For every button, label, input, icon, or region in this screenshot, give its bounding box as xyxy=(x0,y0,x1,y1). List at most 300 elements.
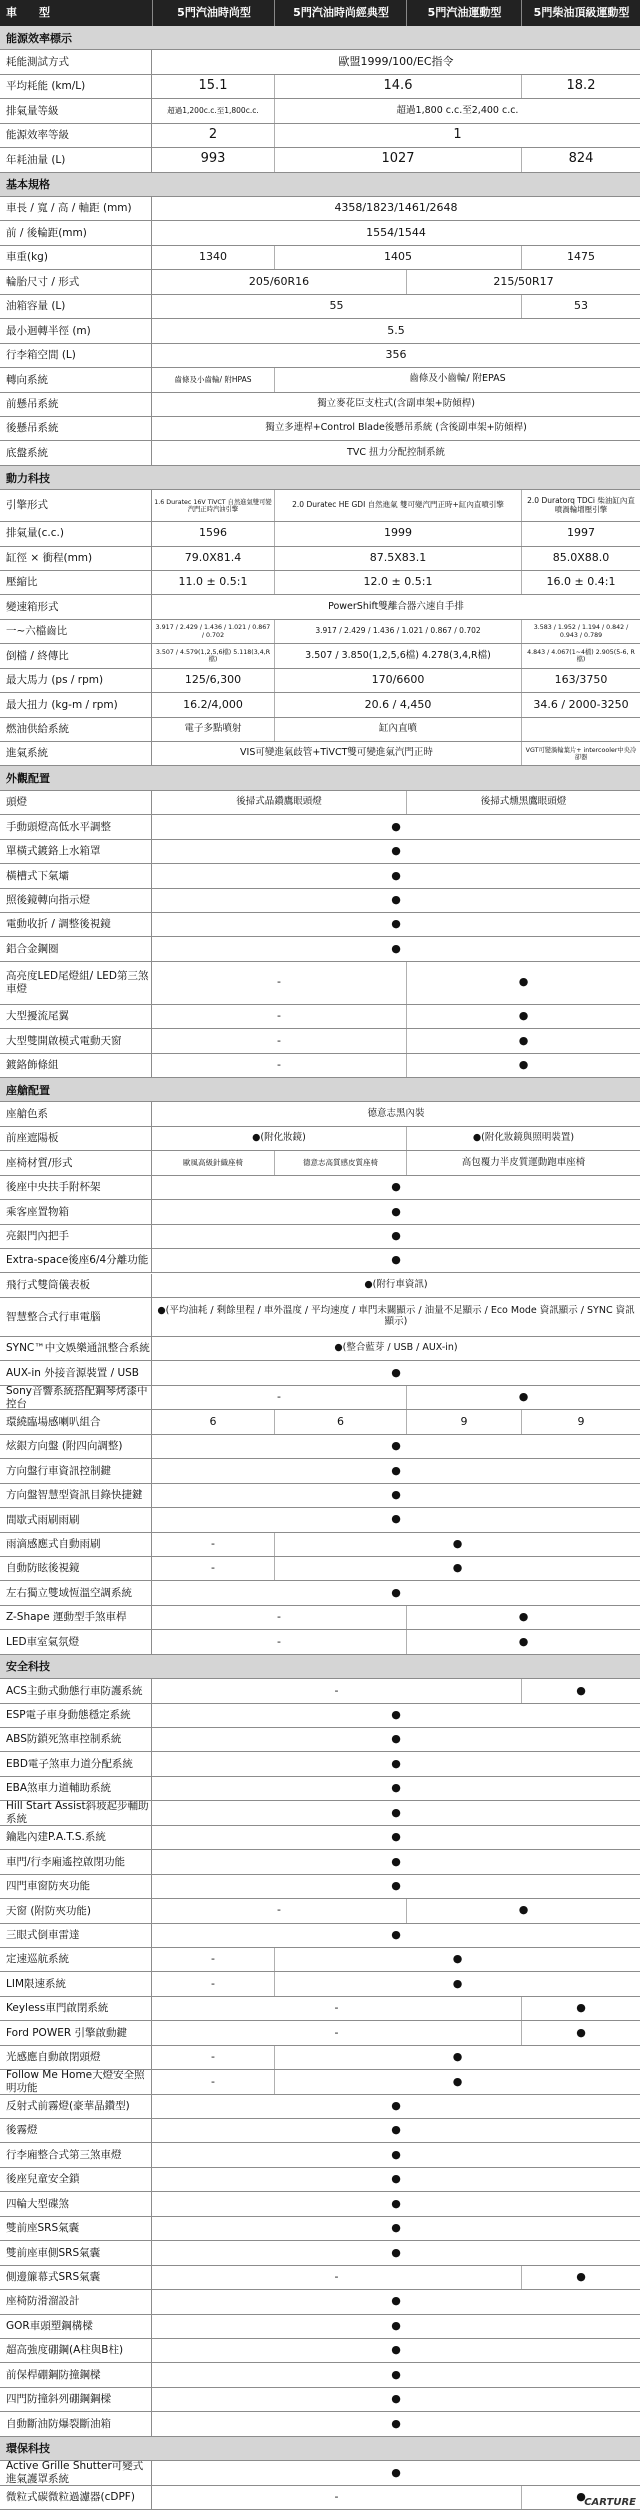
spec-value: 德意志黑內裝 xyxy=(367,1107,425,1119)
spec-row xyxy=(0,1435,640,1459)
section-header xyxy=(0,466,640,490)
spec-row xyxy=(0,1752,640,1776)
spec-value: ●(附行車資訊) xyxy=(364,1278,428,1290)
spec-label: 耗能測試方式 xyxy=(0,50,152,73)
spec-label: 鋁合金鋼圈 xyxy=(0,937,152,960)
spec-value: 6 xyxy=(209,1414,217,1428)
spec-value: PowerShift雙離合器六速自手排 xyxy=(328,600,464,612)
spec-row xyxy=(0,2192,640,2216)
feature-dot: ● xyxy=(521,1679,640,1702)
spec-row xyxy=(0,742,640,766)
spec-label: SYNC™中文娛樂通訊整合系統 xyxy=(0,1337,152,1360)
spec-label: 前座遮陽板 xyxy=(0,1127,152,1150)
header-col-4: 5門柴油頂級運動型 xyxy=(521,0,640,26)
spec-value: 超過1,200c.c.至1,800c.c. xyxy=(167,105,259,115)
spec-row xyxy=(0,2315,640,2339)
spec-row xyxy=(0,319,640,343)
spec-row xyxy=(0,417,640,441)
watermark: CARTURE xyxy=(584,2497,636,2508)
spec-label: 光感應自動啟閉頭燈 xyxy=(0,2046,152,2069)
spec-row xyxy=(0,1508,640,1532)
spec-row xyxy=(0,718,640,742)
spec-label: 雨滴感應式自動雨刷 xyxy=(0,1533,152,1556)
not-available-mark: - xyxy=(211,1561,215,1575)
spec-value: VGT可變渦輪葉片+ intercooler中央冷卻器 xyxy=(521,742,640,765)
spec-label: 平均耗能 (km/L) xyxy=(0,75,152,98)
spec-value: 1999 xyxy=(274,522,521,545)
spec-label: Hill Start Assist斜坡起步輔助系統 xyxy=(0,1801,152,1824)
spec-value: 1596 xyxy=(199,526,227,540)
feature-dot: ● xyxy=(391,2343,401,2357)
spec-row xyxy=(0,75,640,99)
spec-label: LED車室氣氛燈 xyxy=(0,1630,152,1653)
spec-row xyxy=(0,1249,640,1273)
spec-row xyxy=(0,2339,640,2363)
spec-label: 變速箱形式 xyxy=(0,595,152,618)
spec-label: 倒檔 / 終傳比 xyxy=(0,644,152,667)
spec-label: 自動防眩後視鏡 xyxy=(0,1557,152,1580)
feature-dot: ● xyxy=(274,2046,640,2069)
spec-label: 頭燈 xyxy=(0,791,152,814)
spec-label: Extra-space後座6/4分離功能 xyxy=(0,1249,152,1272)
spec-value: TVC 扭力分配控制系統 xyxy=(347,446,445,458)
feature-dot: ● xyxy=(391,1512,401,1526)
spec-label: 照後鏡轉向指示燈 xyxy=(0,889,152,912)
spec-value: 3.583 / 1.952 / 1.194 / 0.842 / 0.943 / 0.789 xyxy=(521,620,640,643)
spec-value: 53 xyxy=(521,295,640,318)
spec-value: 歐風高級針織座椅 xyxy=(183,1157,243,1167)
feature-dot: ● xyxy=(391,1707,401,1721)
spec-value: 後掃式晶鑽鷹眼頭燈 xyxy=(236,796,322,808)
spec-value: 電子多點噴射 xyxy=(184,722,242,734)
feature-dot: ● xyxy=(521,2021,640,2044)
spec-label: 油箱容量 (L) xyxy=(0,295,152,318)
spec-value: 15.1 xyxy=(198,78,228,94)
spec-value: 獨立多連桿+Control Blade後懸吊系統 (含後副車架+防傾桿) xyxy=(265,422,527,434)
spec-value: 16.2/4,000 xyxy=(183,697,243,711)
feature-dot: ● xyxy=(391,917,401,931)
not-available-mark: - xyxy=(334,2270,339,2284)
spec-label: Z-Shape 運動型手煞車桿 xyxy=(0,1606,152,1629)
spec-row xyxy=(0,1459,640,1483)
spec-value: 215/50R17 xyxy=(406,270,640,293)
spec-row xyxy=(0,913,640,937)
spec-label: 前懸吊系統 xyxy=(0,393,152,416)
spec-label: 座椅防滑溜設計 xyxy=(0,2290,152,2313)
spec-value: 1.6 Duratec 16V TiVCT 自然進氣雙可變汽門正時汽油引擎 xyxy=(154,498,272,513)
spec-value: 34.6 / 2000-3250 xyxy=(521,693,640,716)
spec-row xyxy=(0,1151,640,1175)
spec-row xyxy=(0,1630,640,1654)
not-available-mark: - xyxy=(211,1952,215,1966)
spec-row xyxy=(0,1850,640,1874)
spec-row xyxy=(0,522,640,546)
spec-row xyxy=(0,1410,640,1434)
spec-row xyxy=(0,99,640,123)
not-available-mark: - xyxy=(211,2074,215,2088)
header-col-1: 5門汽油時尚型 xyxy=(152,0,275,26)
spec-row xyxy=(0,2070,640,2094)
spec-row xyxy=(0,962,640,1005)
feature-dot: ● xyxy=(274,1948,640,1971)
spec-value: 齒條及小齒輪/ 附HPAS xyxy=(174,374,252,384)
section-title: 動力科技 xyxy=(6,471,50,485)
spec-row xyxy=(0,1298,640,1337)
spec-label: 炫銀方向盤 (附四向調整) xyxy=(0,1435,152,1458)
spec-row xyxy=(0,270,640,294)
spec-value: 993 xyxy=(200,151,226,167)
spec-label: 天窗 (附防夾功能) xyxy=(0,1899,152,1922)
spec-label: 電動收折 / 調整後視鏡 xyxy=(0,913,152,936)
feature-dot: ● xyxy=(391,1879,401,1893)
spec-row xyxy=(0,864,640,888)
feature-dot: ● xyxy=(391,1253,401,1267)
spec-value: 85.0X88.0 xyxy=(521,547,640,570)
spec-row xyxy=(0,2217,640,2241)
spec-value: ●(整合藍芽 / USB / AUX-in) xyxy=(334,1342,458,1354)
feature-dot: ● xyxy=(274,1972,640,1995)
feature-dot: ● xyxy=(391,2294,401,2308)
section-title: 環保科技 xyxy=(6,2442,50,2456)
not-available-mark: - xyxy=(277,1057,281,1071)
feature-dot: ● xyxy=(391,2392,401,2406)
spec-label: 大型雙開啟模式電動天窗 xyxy=(0,1029,152,1052)
spec-label: 高亮度LED尾燈組/ LED第三煞車燈 xyxy=(0,962,152,1004)
section-title: 外觀配置 xyxy=(6,772,50,786)
spec-label: 燃油供給系統 xyxy=(0,718,152,741)
spec-row xyxy=(0,1826,640,1850)
spec-value: 205/60R16 xyxy=(248,274,310,288)
spec-value: 14.6 xyxy=(274,75,521,98)
not-available-mark: - xyxy=(334,2001,339,2015)
feature-dot: ● xyxy=(391,2416,401,2430)
section-title: 安全科技 xyxy=(6,1660,50,1674)
feature-dot: ● xyxy=(406,1606,640,1629)
spec-label: 最大扭力 (kg-m / rpm) xyxy=(0,693,152,716)
spec-row xyxy=(0,2095,640,2119)
feature-dot: ● xyxy=(274,1557,640,1580)
spec-row xyxy=(0,547,640,571)
feature-dot: ● xyxy=(391,2465,401,2479)
spec-row xyxy=(0,1777,640,1801)
section-title: 能源效率標示 xyxy=(6,31,72,45)
not-available-mark: - xyxy=(277,1009,281,1023)
spec-value: 德意志高質感皮質座椅 xyxy=(274,1151,406,1174)
spec-label: 鍍鉻飾條組 xyxy=(0,1054,152,1077)
spec-value: 歐盟1999/100/EC指令 xyxy=(338,54,454,68)
spec-row xyxy=(0,840,640,864)
spec-row xyxy=(0,1029,640,1053)
spec-value: 後掃式燻黑鷹眼頭燈 xyxy=(406,791,640,814)
spec-row xyxy=(0,1679,640,1703)
spec-value: 1475 xyxy=(521,246,640,269)
spec-row xyxy=(0,197,640,221)
spec-label: Ford POWER 引擎啟動鍵 xyxy=(0,2021,152,2044)
spec-row xyxy=(0,2486,640,2510)
spec-row xyxy=(0,595,640,619)
feature-dot: ● xyxy=(391,1781,401,1795)
spec-label: 左右獨立雙域恆溫空調系統 xyxy=(0,1581,152,1604)
spec-value: 1997 xyxy=(521,522,640,545)
feature-dot: ● xyxy=(391,1732,401,1746)
spec-row xyxy=(0,124,640,148)
feature-dot: ● xyxy=(391,2123,401,2137)
spec-label: 單橫式鍍鉻上水箱罩 xyxy=(0,840,152,863)
spec-row xyxy=(0,2168,640,2192)
feature-dot: ● xyxy=(274,2070,640,2093)
feature-dot: ● xyxy=(406,1054,640,1077)
spec-row xyxy=(0,1054,640,1078)
spec-row xyxy=(0,1899,640,1923)
spec-label: 智慧整合式行車電腦 xyxy=(0,1298,152,1336)
spec-row xyxy=(0,246,640,270)
spec-label: AUX-in 外接音源裝置 / USB xyxy=(0,1361,152,1384)
spec-label: 定速巡航系統 xyxy=(0,1948,152,1971)
spec-label: 間歇式雨刷雨刷 xyxy=(0,1508,152,1531)
spec-label: 進氣系統 xyxy=(0,742,152,765)
spec-label: 大型擾流尾翼 xyxy=(0,1005,152,1028)
spec-label: 一~六檔齒比 xyxy=(0,620,152,643)
feature-dot: ● xyxy=(391,1463,401,1477)
feature-dot: ● xyxy=(391,819,401,833)
spec-row xyxy=(0,1924,640,1948)
spec-value: 11.0 ± 0.5:1 xyxy=(178,575,248,589)
feature-dot: ● xyxy=(391,1229,401,1242)
spec-row xyxy=(0,393,640,417)
spec-label: 三眼式倒車雷達 xyxy=(0,1924,152,1947)
feature-dot: ● xyxy=(391,2196,401,2210)
spec-value: 163/3750 xyxy=(521,669,640,692)
spec-value: 齒條及小齒輪/ 附EPAS xyxy=(274,368,640,391)
spec-label: 四門防撞斜列硼鋼鋼樑 xyxy=(0,2388,152,2411)
spec-value xyxy=(521,718,640,741)
spec-row xyxy=(0,1200,640,1224)
feature-dot: ● xyxy=(406,1386,640,1409)
feature-dot: ● xyxy=(391,1830,401,1844)
section-header xyxy=(0,1655,640,1679)
feature-dot: ● xyxy=(391,1365,401,1379)
feature-dot: ● xyxy=(406,1630,640,1653)
spec-row xyxy=(0,815,640,839)
spec-value: ●(平均油耗 / 剩餘里程 / 車外溫度 / 平均速度 / 車門未關顯示 / 油量不足顯示 / Eco Mode 資訊顯示 / SYNC 資訊顯示) xyxy=(157,1305,635,1327)
spec-label: 雙前座車側SRS氣囊 xyxy=(0,2241,152,2264)
spec-row xyxy=(0,1997,640,2021)
spec-label: 超高強度硼鋼(A柱與B柱) xyxy=(0,2339,152,2362)
spec-row xyxy=(0,1127,640,1151)
spec-row xyxy=(0,295,640,319)
spec-label: 雙前座SRS氣囊 xyxy=(0,2217,152,2240)
spec-value: 1027 xyxy=(274,148,521,171)
spec-row xyxy=(0,221,640,245)
feature-dot: ● xyxy=(391,1439,401,1453)
spec-value: 9 xyxy=(406,1410,521,1433)
spec-row xyxy=(0,1102,640,1126)
spec-value: ●(附化妝鏡與照明裝置) xyxy=(406,1127,640,1150)
feature-dot: ● xyxy=(391,1585,401,1599)
header-col-2: 5門汽油時尚經典型 xyxy=(274,0,407,26)
feature-dot: ● xyxy=(521,2266,640,2289)
not-available-mark: - xyxy=(211,2050,215,2064)
spec-row xyxy=(0,1728,640,1752)
spec-value: 6 xyxy=(274,1410,406,1433)
spec-label: 四輪大型碟煞 xyxy=(0,2192,152,2215)
spec-value: 獨立麥花臣支柱式(含副車架+防傾桿) xyxy=(317,397,475,409)
spec-label: 鑰匙內建P.A.T.S.系統 xyxy=(0,1826,152,1849)
spec-label: 方向盤智慧型資訊目錄快捷鍵 xyxy=(0,1484,152,1507)
spec-label: 反射式前霧燈(豪華晶鑽型) xyxy=(0,2095,152,2118)
spec-row xyxy=(0,620,640,644)
spec-row xyxy=(0,2046,640,2070)
spec-label: Sony音響系統搭配鋼琴烤漆中控台 xyxy=(0,1386,152,1409)
spec-row xyxy=(0,2119,640,2143)
spec-value: 20.6 / 4,450 xyxy=(274,693,521,716)
feature-dot: ● xyxy=(274,1533,640,1556)
spec-label: 後霧燈 xyxy=(0,2119,152,2142)
spec-value: 55 xyxy=(329,299,344,313)
spec-label: ESP電子車身動態穩定系統 xyxy=(0,1704,152,1727)
spec-label: 後座中央扶手附杯架 xyxy=(0,1176,152,1199)
spec-label: 後懸吊系統 xyxy=(0,417,152,440)
feature-dot: ● xyxy=(391,868,401,882)
spec-value: 1405 xyxy=(274,246,521,269)
spec-row xyxy=(0,1386,640,1410)
spec-row xyxy=(0,571,640,595)
spec-value: 2.0 Duratorq TDCi 柴油缸內直噴渦輪增壓引擎 xyxy=(521,490,640,521)
feature-dot: ● xyxy=(406,962,640,1004)
feature-dot: ● xyxy=(391,2172,401,2186)
spec-row xyxy=(0,644,640,668)
spec-value: 超過1,800 c.c.至2,400 c.c. xyxy=(274,99,640,122)
spec-label: 手動頭燈高低水平調整 xyxy=(0,815,152,838)
section-title: 基本規格 xyxy=(6,178,50,192)
feature-dot: ● xyxy=(391,844,401,858)
spec-label: EBA煞車力道輔助系統 xyxy=(0,1777,152,1800)
section-header xyxy=(0,26,640,50)
spec-value: 3.507 / 3.850(1,2,5,6檔) 4.278(3,4,R檔) xyxy=(274,644,521,667)
spec-value: 16.0 ± 0.4:1 xyxy=(521,571,640,594)
spec-row xyxy=(0,2241,640,2265)
feature-dot: ● xyxy=(391,1756,401,1770)
spec-value: 170/6600 xyxy=(274,669,521,692)
feature-dot: ● xyxy=(391,2221,401,2235)
spec-value: 12.0 ± 0.5:1 xyxy=(274,571,521,594)
spec-row xyxy=(0,1533,640,1557)
feature-dot: ● xyxy=(406,1005,640,1028)
spec-row xyxy=(0,1274,640,1298)
spec-label: 行李箱空間 (L) xyxy=(0,344,152,367)
spec-label: 最小迴轉半徑 (m) xyxy=(0,319,152,342)
spec-value: 1 xyxy=(274,124,640,147)
spec-label: 方向盤行車資訊控制鍵 xyxy=(0,1459,152,1482)
feature-dot: ● xyxy=(406,1899,640,1922)
spec-value: ●(附化妝鏡) xyxy=(252,1132,306,1144)
feature-dot: ● xyxy=(391,1180,401,1194)
spec-label: 車重(kg) xyxy=(0,246,152,269)
spec-value: 356 xyxy=(385,348,407,362)
spec-label: 排氣量等級 xyxy=(0,99,152,122)
spec-value: 1554/1544 xyxy=(366,225,426,239)
spec-row xyxy=(0,1005,640,1029)
spec-row xyxy=(0,1606,640,1630)
feature-dot: ● xyxy=(391,2318,401,2332)
spec-label: 環繞臨場感喇叭組合 xyxy=(0,1410,152,1433)
spec-value: 79.0X81.4 xyxy=(184,550,242,564)
spec-row xyxy=(0,2021,640,2045)
spec-row xyxy=(0,1176,640,1200)
spec-label: ABS防鎖死煞車控制系統 xyxy=(0,1728,152,1751)
spec-value: 4358/1823/1461/2648 xyxy=(334,201,458,215)
spec-row xyxy=(0,1972,640,1996)
spec-label: 能源效率等級 xyxy=(0,124,152,147)
spec-value: 824 xyxy=(521,148,640,171)
spec-row xyxy=(0,937,640,961)
spec-label: 微粒式碳微粒過濾器(cDPF) xyxy=(0,2486,152,2509)
not-available-mark: - xyxy=(334,2025,339,2039)
spec-label: 亮銀門內把手 xyxy=(0,1225,152,1248)
not-available-mark: - xyxy=(277,975,281,989)
spec-label: 壓縮比 xyxy=(0,571,152,594)
spec-label: 缸徑 × 衝程(mm) xyxy=(0,547,152,570)
spec-row xyxy=(0,148,640,172)
spec-label: Follow Me Home大燈安全照明功能 xyxy=(0,2070,152,2093)
not-available-mark: - xyxy=(211,1976,215,1990)
spec-label: 前 / 後輪距(mm) xyxy=(0,221,152,244)
spec-label: 最大馬力 (ps / rpm) xyxy=(0,669,152,692)
spec-label: 車門/行李廂遙控啟閉功能 xyxy=(0,1850,152,1873)
spec-row xyxy=(0,1875,640,1899)
feature-dot: ● xyxy=(391,941,401,955)
spec-label: 年耗油量 (L) xyxy=(0,148,152,171)
spec-value: 3.917 / 2.429 / 1.436 / 1.021 / 0.867 / 0.702 xyxy=(274,620,521,643)
spec-row xyxy=(0,1801,640,1825)
feature-dot: ● xyxy=(391,2098,401,2112)
spec-value: 高包覆力半皮質運動跑車座椅 xyxy=(406,1151,640,1174)
spec-label: 排氣量(c.c.) xyxy=(0,522,152,545)
spec-value: 125/6,300 xyxy=(184,673,242,687)
spec-value: 3.917 / 2.429 / 1.436 / 1.021 / 0.867 / 0.702 xyxy=(155,624,271,639)
section-header xyxy=(0,766,640,790)
spec-value: 4.843 / 4.067(1~4檔) 2.905(5-6, R檔) xyxy=(521,644,640,667)
spec-label: 自動斷油防爆裂斷油箱 xyxy=(0,2412,152,2435)
spec-value: 缸內直噴 xyxy=(274,718,521,741)
spec-label: EBD電子煞車力道分配系統 xyxy=(0,1752,152,1775)
spec-value: 3.507 / 4.579(1,2,5,6檔) 5.118(3,4,R檔) xyxy=(155,648,271,663)
spec-label: 底盤系統 xyxy=(0,441,152,464)
feature-dot: ● xyxy=(391,1805,401,1819)
spec-value: 1340 xyxy=(199,250,227,264)
table-header xyxy=(0,0,640,26)
feature-dot: ● xyxy=(391,2245,401,2259)
spec-row xyxy=(0,1557,640,1581)
feature-dot: ● xyxy=(391,1927,401,1941)
spec-label: 轉向系統 xyxy=(0,368,152,391)
spec-value: 18.2 xyxy=(521,75,640,98)
spec-label: 橫槽式下氣壩 xyxy=(0,864,152,887)
spec-label: 後座兒童安全鎖 xyxy=(0,2168,152,2191)
spec-row xyxy=(0,1337,640,1361)
not-available-mark: - xyxy=(277,1610,281,1624)
section-header xyxy=(0,1078,640,1102)
not-available-mark: - xyxy=(211,1536,215,1550)
spec-row xyxy=(0,2363,640,2387)
spec-row xyxy=(0,2266,640,2290)
spec-label: 輪胎尺寸 / 形式 xyxy=(0,270,152,293)
not-available-mark: - xyxy=(334,1683,339,1697)
feature-dot: ● xyxy=(391,1488,401,1502)
feature-dot: ● xyxy=(521,1997,640,2020)
spec-row xyxy=(0,889,640,913)
section-header xyxy=(0,173,640,197)
